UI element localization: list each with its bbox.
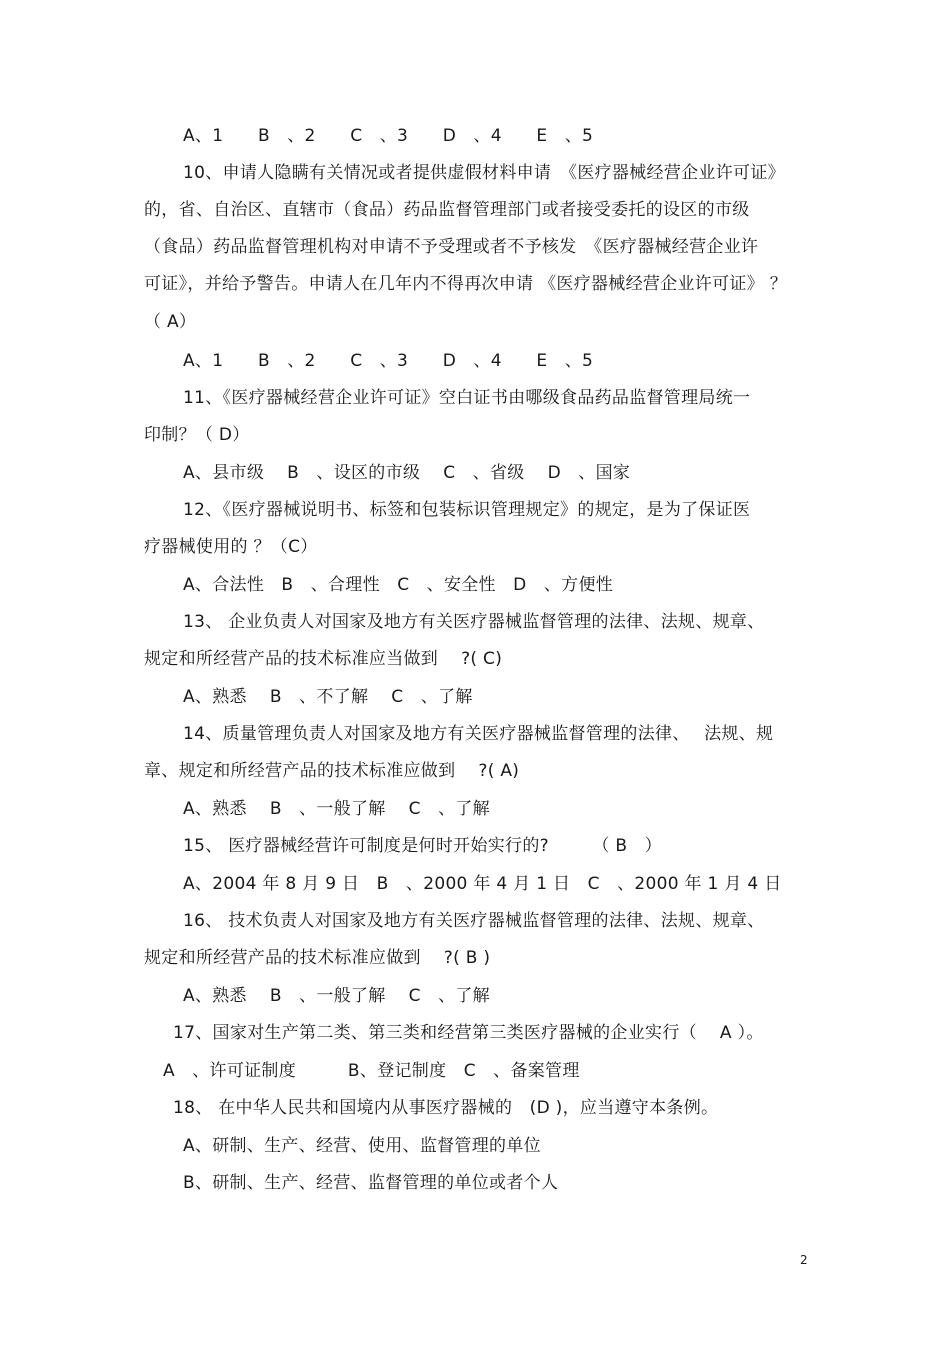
q15-options: A、2004 年 8 月 9 日 B 、2000 年 4 月 1 日 C 、2000 年 1 月 4 日: [183, 874, 782, 894]
q13-text-line-1: 13、 企业负责人对国家及地方有关医疗器械监督管理的法律、法规、规章、: [183, 612, 765, 632]
q14-text-line-1: 14、质量管理负责人对国家及地方有关医疗器械监督管理的法律、 法规、规: [183, 724, 774, 744]
q14-options: A、熟悉 B 、一般了解 C 、了解: [183, 799, 490, 819]
page-number: 2: [800, 1253, 808, 1267]
q16-text-line-2: 规定和所经营产品的技术标准应做到 ?( B ): [144, 948, 491, 968]
q18-text: 18、 在中华人民共和国境内从事医疗器械的 (D )，应当遵守本条例。: [173, 1098, 719, 1118]
q14-text-line-2: 章、规定和所经营产品的技术标准应做到 ?( A): [144, 761, 520, 781]
q11-text-line-2: 印制？（ D）: [144, 425, 250, 445]
q10-text-line-4: 可证》，并给予警告。申请人在几年内不得再次申请 《医疗器械经营企业许可证》 ？: [144, 274, 788, 294]
q10-text-line-2: 的，省、自治区、直辖市（食品）药品监督管理部门或者接受委托的设区的市级: [144, 200, 750, 220]
q10-answer: （ A）: [144, 312, 197, 332]
q17-options: A 、许可证制度 B、登记制度 C 、备案管理: [163, 1061, 580, 1081]
q10-text-line-3: （食品）药品监督管理机构对申请不予受理或者不予核发 《医疗器械经营企业许: [144, 237, 759, 257]
q18-option-b: B、研制、生产、经营、监督管理的单位或者个人: [183, 1173, 559, 1193]
q12-text-line-2: 疗器械使用的 ？（C）: [144, 537, 318, 557]
q17-text: 17、国家对生产第二类、第三类和经营第三类医疗器械的企业实行（ A ）。: [173, 1023, 764, 1043]
q9-options: A、1 B 、2 C 、3 D 、4 E 、5: [183, 126, 594, 146]
q13-options: A、熟悉 B 、不了解 C 、了解: [183, 687, 473, 707]
q11-text-line-1: 11、《医疗器械经营企业许可证》空白证书由哪级食品药品监督管理局统一: [183, 388, 751, 408]
q10-text-line-1: 10、申请人隐瞒有关情况或者提供虚假材料申请 《医疗器械经营企业许可证》: [183, 163, 785, 183]
q15-text: 15、 医疗器械经营许可制度是何时开始实行的? （ B ）: [183, 836, 662, 856]
q10-options: A、1 B 、2 C 、3 D 、4 E 、5: [183, 351, 594, 371]
q16-options: A、熟悉 B 、一般了解 C 、了解: [183, 986, 490, 1006]
q18-option-a: A、研制、生产、经营、使用、监督管理的单位: [183, 1136, 541, 1156]
q12-options: A、合法性 B 、合理性 C 、安全性 D 、方便性: [183, 575, 614, 595]
q16-text-line-1: 16、 技术负责人对国家及地方有关医疗器械监督管理的法律、法规、规章、: [183, 911, 765, 931]
q11-options: A、县市级 B 、设区的市级 C 、省级 D 、国家: [183, 463, 631, 483]
q12-text-line-1: 12、《医疗器械说明书、标签和包装标识管理规定》的规定，是为了保证医: [183, 500, 751, 520]
q13-text-line-2: 规定和所经营产品的技术标准应当做到 ?( C): [144, 649, 503, 669]
